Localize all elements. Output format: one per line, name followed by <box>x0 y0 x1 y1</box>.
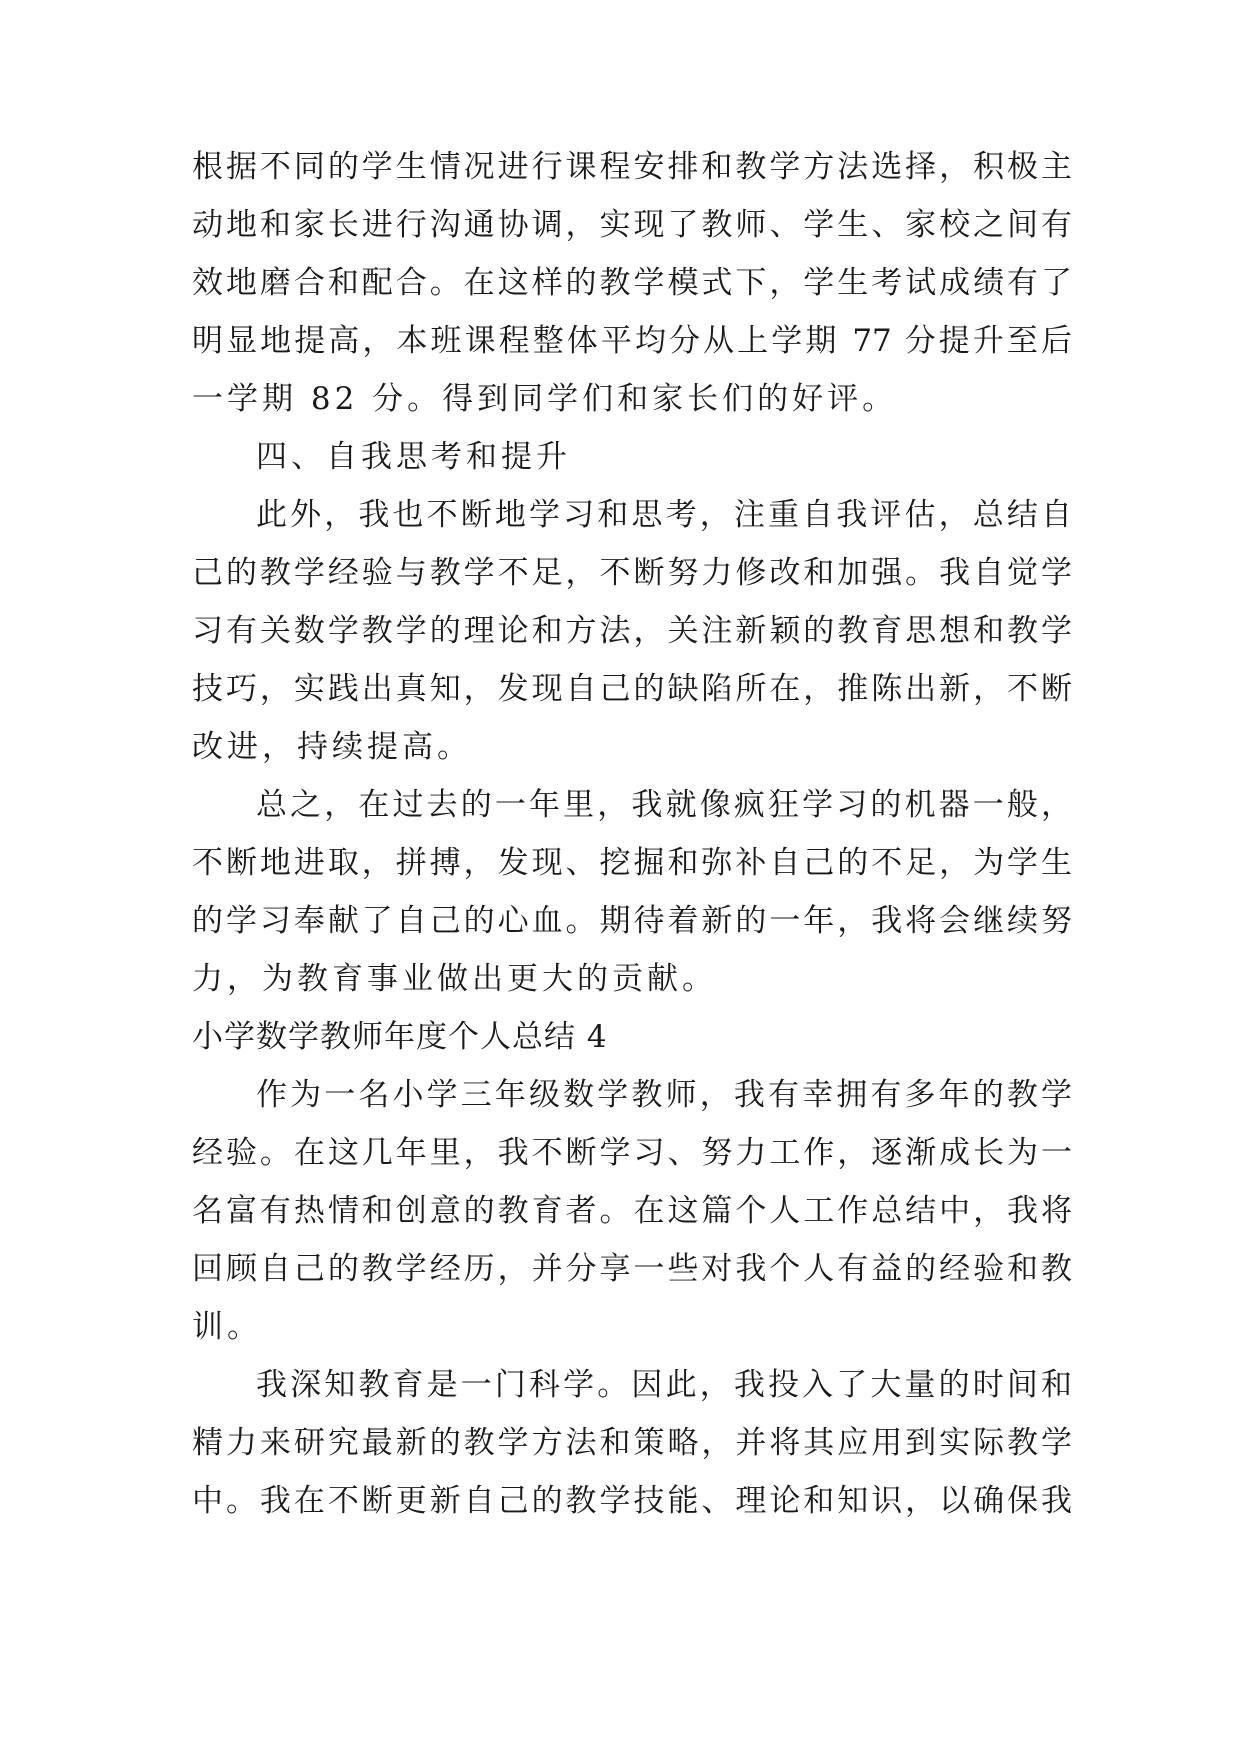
paragraph-line: 根据不同的学生情况进行课程安排和教学方法选择，积极主 <box>192 149 1072 185</box>
paragraph-line: 作为一名小学三年级数学教师，我有幸拥有多年的教学 <box>256 1077 1072 1113</box>
paragraph-line: 中。我在不断更新自己的教学技能、理论和知识，以确保我 <box>192 1483 1072 1519</box>
paragraph-line: 动地和家长进行沟通协调，实现了教师、学生、家校之间有 <box>192 207 1072 243</box>
paragraph-line: 精力来研究最新的教学方法和策略，并将其应用到实际教学 <box>192 1425 1072 1461</box>
paragraph-line: 的学习奉献了自己的心血。期待着新的一年，我将会继续努 <box>192 903 1072 939</box>
paragraph-line: 效地磨合和配合。在这样的教学模式下，学生考试成绩有了 <box>192 265 1072 301</box>
paragraph-line: 名富有热情和创意的教育者。在这篇个人工作总结中，我将 <box>192 1193 1072 1229</box>
paragraph-line: 一学期 82 分。得到同学们和家长们的好评。 <box>192 381 898 417</box>
paragraph-line: 经验。在这几年里，我不断学习、努力工作，逐渐成长为一 <box>192 1135 1072 1171</box>
paragraph-line: 技巧，实践出真知，发现自己的缺陷所在，推陈出新，不断 <box>192 671 1072 707</box>
paragraph-line: 回顾自己的教学经历，并分享一些对我个人有益的经验和教 <box>192 1251 1072 1287</box>
document-subtitle: 小学数学教师年度个人总结 4 <box>192 1019 608 1055</box>
paragraph-line: 不断地进取，拼搏，发现、挖掘和弥补自己的不足，为学生 <box>192 845 1072 881</box>
section-heading: 四、自我思考和提升 <box>256 439 571 475</box>
paragraph-line: 总之，在过去的一年里，我就像疯狂学习的机器一般， <box>256 787 1072 823</box>
paragraph-line: 习有关数学教学的理论和方法，关注新颖的教育思想和教学 <box>192 613 1072 649</box>
paragraph-line: 训。 <box>192 1309 262 1345</box>
paragraph-line: 明显地提高，本班课程整体平均分从上学期 77 分提升至后 <box>192 323 1072 359</box>
paragraph-line: 己的教学经验与教学不足，不断努力修改和加强。我自觉学 <box>192 555 1072 591</box>
paragraph-line: 此外，我也不断地学习和思考，注重自我评估，总结自 <box>256 497 1072 533</box>
paragraph-line: 力，为教育事业做出更大的贡献。 <box>192 961 717 997</box>
paragraph-line: 我深知教育是一门科学。因此，我投入了大量的时间和 <box>256 1367 1072 1403</box>
paragraph-line: 改进，持续提高。 <box>192 729 472 765</box>
